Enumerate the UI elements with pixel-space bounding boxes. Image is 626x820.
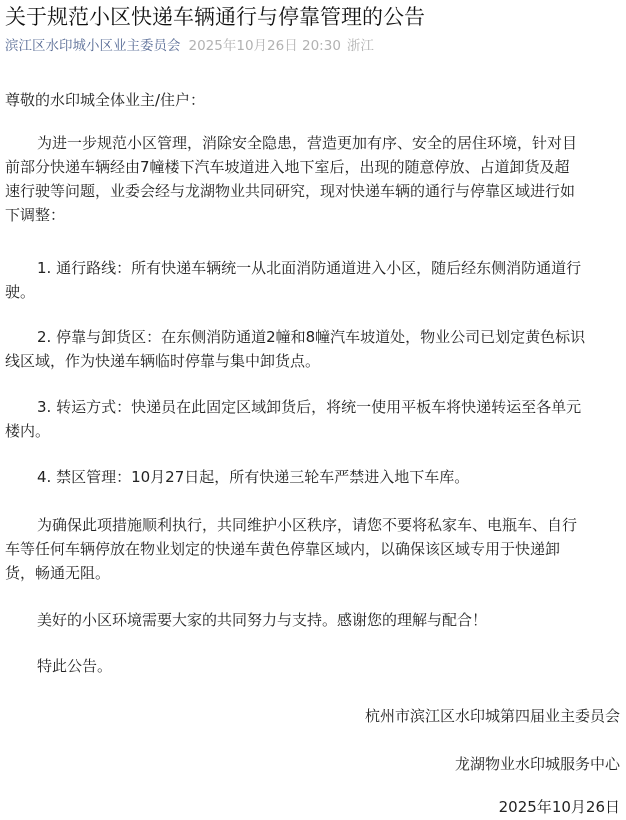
item-3-line-2: 楼内。: [5, 422, 51, 440]
item-3-line-1: 3. 转运方式：快递员在此固定区域卸货后，将统一使用平板车将快递转运至各单元: [37, 398, 582, 416]
item-1-line-1: 1. 通行路线：所有快递车辆统一从北面消防通道进入小区，随后经东侧消防通道行: [37, 259, 582, 277]
account-name-link[interactable]: 滨江区水印城小区业主委员会: [5, 38, 181, 54]
signature-committee: 杭州市滨江区水印城第四届业主委员会: [364, 707, 620, 725]
item-2-line-1: 2. 停靠与卸货区：在东侧消防通道2幢和8幢汽车坡道处，物业公司已划定黄色标识: [37, 328, 586, 346]
item-1-line-2: 驶。: [5, 283, 36, 301]
closing-line: 美好的小区环境需要大家的共同努力与支持。感谢您的理解与配合！: [37, 611, 488, 629]
signature-property: 龙湖物业水印城服务中心: [454, 755, 620, 773]
article-meta: [5, 37, 374, 55]
signature-date: 2025年10月26日: [498, 798, 620, 816]
article-title: 关于规范小区快递车辆通行与停靠管理的公告: [5, 5, 425, 29]
item-2-line-2: 线区域，作为快递车辆临时停靠与集中卸货点。: [5, 352, 321, 370]
publish-location: 浙江: [346, 38, 374, 54]
item-4-line-1: 4. 禁区管理：10月27日起，所有快递三轮车严禁进入地下车库。: [37, 468, 470, 486]
greeting: 尊敬的水印城全体业主/住户：: [5, 91, 206, 109]
intro-line-2: 前部分快递车辆经由7幢楼下汽车坡道进入地下室后，出现的随意停放、占道卸货及超: [5, 158, 570, 176]
publish-time: 2025年10月26日 20:30: [188, 38, 341, 54]
intro-line-1: 为进一步规范小区管理，消除安全隐患，营造更加有序、安全的居住环境，针对目: [37, 134, 578, 152]
intro-line-3: 速行驶等问题，业委会经与龙湖物业共同研究，现对快递车辆的通行与停靠区域进行如: [5, 182, 576, 200]
request-line-3: 货，畅通无阻。: [5, 564, 111, 582]
notice-line: 特此公告。: [37, 657, 113, 675]
intro-line-4: 下调整：: [5, 206, 66, 224]
request-line-1: 为确保此项措施顺利执行，共同维护小区秩序，请您不要将私家车、电瓶车、自行: [37, 516, 578, 534]
request-line-2: 车等任何车辆停放在物业划定的快递车黄色停靠区域内，以确保该区域专用于快递卸: [5, 540, 561, 558]
